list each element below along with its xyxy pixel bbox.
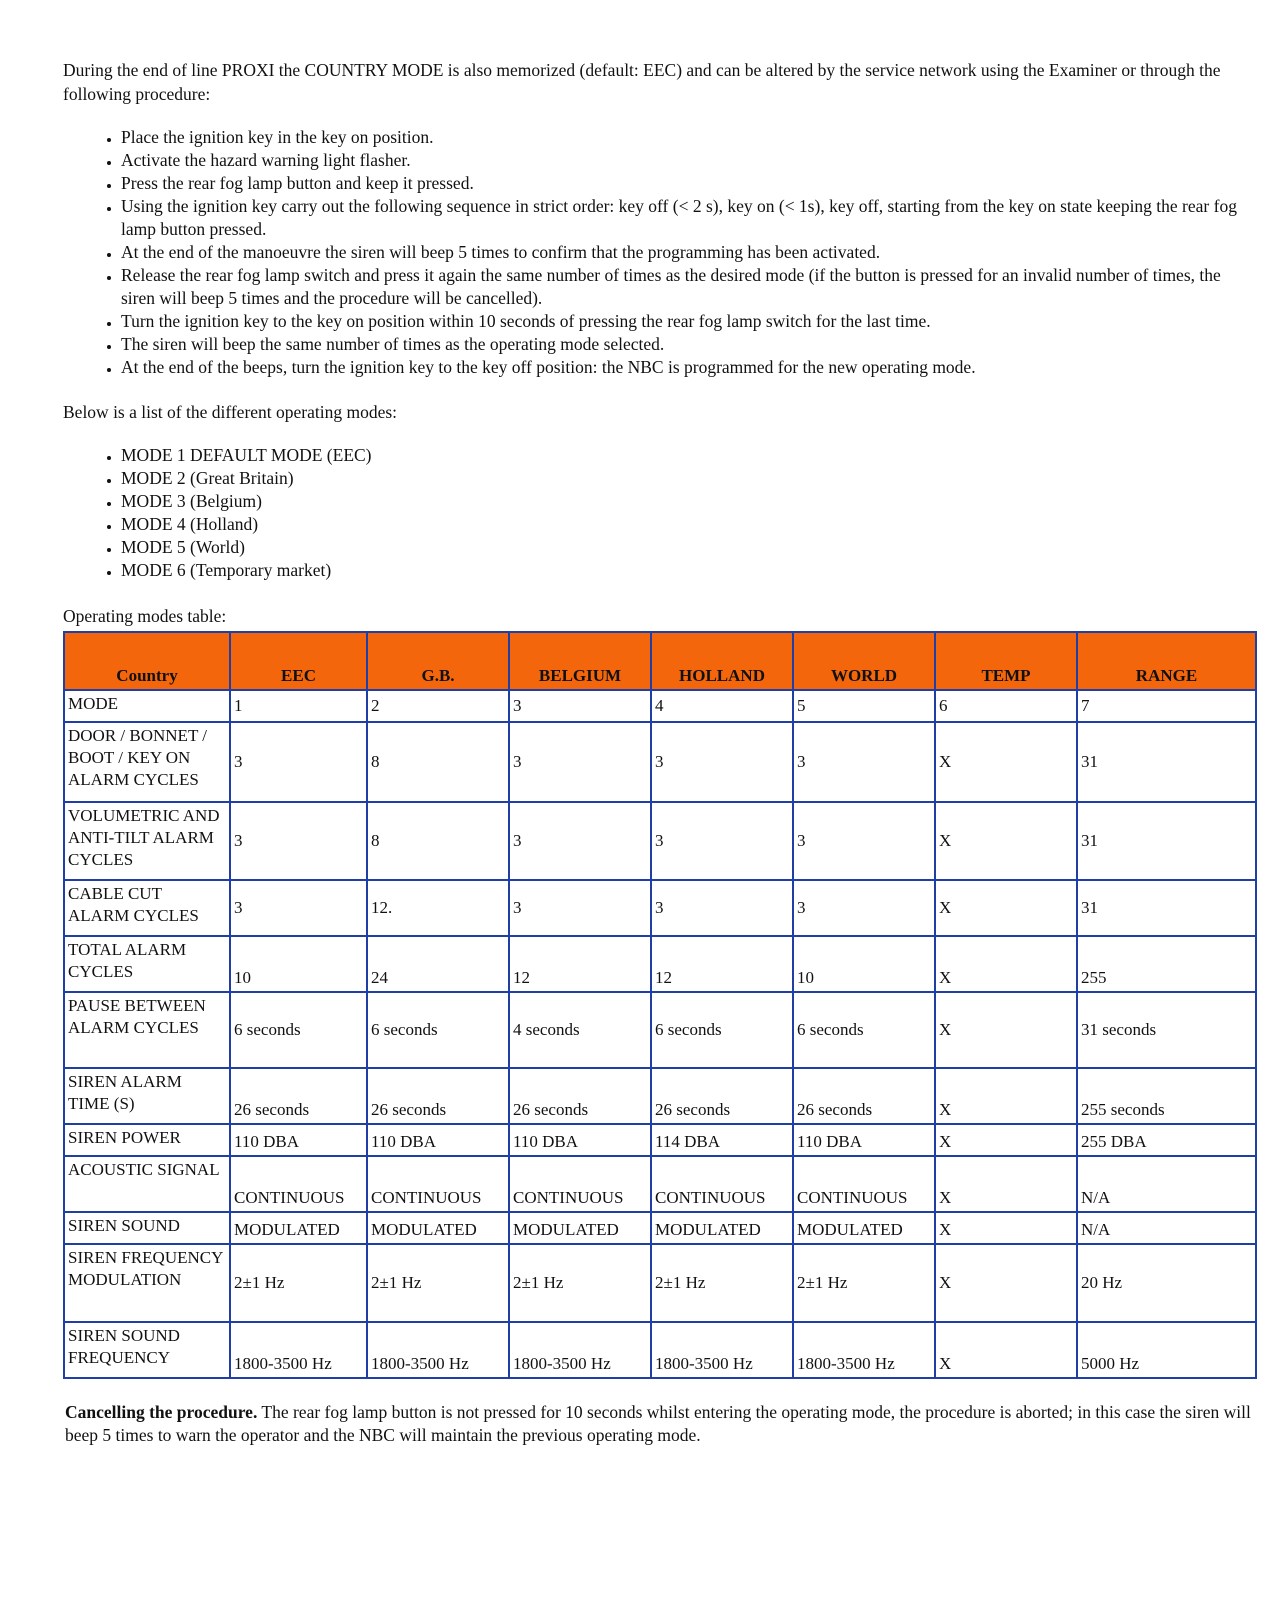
procedure-step: • Turn the ignition key to the key on position within 10 seconds of pressing the rear fog lamp switch for the last time. [121, 310, 1253, 333]
value-cell: 110 DBA [509, 1124, 651, 1156]
value-cell: X [935, 802, 1077, 880]
row-label-cell: SIREN SOUND [64, 1212, 230, 1244]
value-cell: 3 [509, 722, 651, 802]
value-cell: 1800-3500 Hz [509, 1322, 651, 1378]
value-cell: 26 seconds [651, 1068, 793, 1124]
table-row [64, 1124, 1256, 1156]
procedure-step: • The siren will beep the same number of times as the operating mode selected. [121, 333, 1253, 356]
value-cell: MODULATED [509, 1212, 651, 1244]
table-caption: Operating modes table: [63, 606, 227, 626]
value-cell: 4 [651, 690, 793, 722]
value-cell: 3 [509, 880, 651, 936]
cancel-title: Cancelling the procedure. [65, 1402, 258, 1422]
value-cell: 26 seconds [793, 1068, 935, 1124]
value-cell: 2±1 Hz [230, 1244, 367, 1322]
value-cell: 5000 Hz [1077, 1322, 1256, 1378]
row-label-cell: SIREN POWER [64, 1124, 230, 1156]
table-body [64, 690, 1256, 1378]
row-label-cell: SIREN SOUND FREQUENCY [64, 1322, 230, 1378]
value-cell: 2±1 Hz [651, 1244, 793, 1322]
row-label-cell: PAUSE BETWEEN ALARM CYCLES [64, 992, 230, 1068]
value-cell: X [935, 1244, 1077, 1322]
header-cell: WORLD [793, 632, 935, 690]
value-cell: 26 seconds [509, 1068, 651, 1124]
header-cell: BELGIUM [509, 632, 651, 690]
value-cell: 2±1 Hz [367, 1244, 509, 1322]
table-row [64, 992, 1256, 1068]
modes-intro: Below is a list of the different operating modes: [63, 402, 398, 422]
value-cell: 8 [367, 802, 509, 880]
value-cell: 1800-3500 Hz [793, 1322, 935, 1378]
header-cell: EEC [230, 632, 367, 690]
table-row [64, 802, 1256, 880]
header-cell: HOLLAND [651, 632, 793, 690]
row-label-cell: ACOUSTIC SIGNAL [64, 1156, 230, 1212]
value-cell: X [935, 992, 1077, 1068]
value-cell: X [935, 1156, 1077, 1212]
value-cell: 3 [230, 802, 367, 880]
value-cell: X [935, 880, 1077, 936]
value-cell: 255 [1077, 936, 1256, 992]
value-cell: 3 [793, 802, 935, 880]
value-cell: 31 [1077, 722, 1256, 802]
mode-item: • MODE 6 (Temporary market) [121, 559, 1253, 582]
row-label-cell: VOLUMETRIC AND ANTI-TILT ALARM CYCLES [64, 802, 230, 880]
operating-modes-table [63, 631, 1257, 1379]
value-cell: 2 [367, 690, 509, 722]
value-cell: MODULATED [793, 1212, 935, 1244]
value-cell: 3 [230, 880, 367, 936]
value-cell: CONTINUOUS [230, 1156, 367, 1212]
value-cell: 6 seconds [230, 992, 367, 1068]
row-label-cell: TOTAL ALARM CYCLES [64, 936, 230, 992]
value-cell: 10 [793, 936, 935, 992]
value-cell: 6 [935, 690, 1077, 722]
table-header-row [64, 632, 1256, 690]
procedure-step: • Release the rear fog lamp switch and press it again the same number of times as the desired mode (if the button is pressed for an invalid number of times, the siren will beep 5 times and the procedure will be cancelled). [121, 264, 1253, 310]
value-cell: 114 DBA [651, 1124, 793, 1156]
value-cell: 12. [367, 880, 509, 936]
value-cell: 20 Hz [1077, 1244, 1256, 1322]
value-cell: 1800-3500 Hz [651, 1322, 793, 1378]
value-cell: 3 [793, 880, 935, 936]
value-cell: CONTINUOUS [367, 1156, 509, 1212]
value-cell: 7 [1077, 690, 1256, 722]
value-cell: 24 [367, 936, 509, 992]
table-row [64, 1322, 1256, 1378]
row-label-cell: DOOR / BONNET / BOOT / KEY ON ALARM CYCLES [64, 722, 230, 802]
table-row [64, 936, 1256, 992]
value-cell: 12 [651, 936, 793, 992]
procedure-step: • At the end of the beeps, turn the ignition key to the key off position: the NBC is programmed for the new operating mode. [121, 356, 1253, 379]
value-cell: CONTINUOUS [509, 1156, 651, 1212]
mode-item: • MODE 1 DEFAULT MODE (EEC) [121, 444, 1253, 467]
procedure-steps-list [63, 126, 1253, 379]
value-cell: 110 DBA [367, 1124, 509, 1156]
value-cell: 8 [367, 722, 509, 802]
value-cell: 6 seconds [651, 992, 793, 1068]
row-label-cell: MODE [64, 690, 230, 722]
value-cell: 3 [651, 722, 793, 802]
row-label-cell: SIREN ALARM TIME (S) [64, 1068, 230, 1124]
procedure-step: • At the end of the manoeuvre the siren will beep 5 times to confirm that the programming has been activated. [121, 241, 1253, 264]
value-cell: 26 seconds [367, 1068, 509, 1124]
mode-item: • MODE 2 (Great Britain) [121, 467, 1253, 490]
value-cell: 2±1 Hz [793, 1244, 935, 1322]
value-cell: CONTINUOUS [651, 1156, 793, 1212]
table-row [64, 1212, 1256, 1244]
header-cell: Country [64, 632, 230, 690]
value-cell: 31 seconds [1077, 992, 1256, 1068]
modes-list [63, 444, 1253, 582]
document-page [63, 58, 1253, 1447]
header-cell: TEMP [935, 632, 1077, 690]
value-cell: 110 DBA [793, 1124, 935, 1156]
mode-item: • MODE 3 (Belgium) [121, 490, 1253, 513]
value-cell: 12 [509, 936, 651, 992]
value-cell: X [935, 1212, 1077, 1244]
table-row [64, 722, 1256, 802]
value-cell: 2±1 Hz [509, 1244, 651, 1322]
value-cell: 6 seconds [367, 992, 509, 1068]
table-row [64, 690, 1256, 722]
value-cell: 10 [230, 936, 367, 992]
value-cell: X [935, 1068, 1077, 1124]
value-cell: 1 [230, 690, 367, 722]
value-cell: X [935, 1124, 1077, 1156]
procedure-step: • Using the ignition key carry out the following sequence in strict order: key off (< 2 s), key on (< 1s), key off, starting from the key on state keeping the rear fog lamp button pressed. [121, 195, 1253, 241]
value-cell: 3 [651, 802, 793, 880]
value-cell: 6 seconds [793, 992, 935, 1068]
row-label-cell: CABLE CUT ALARM CYCLES [64, 880, 230, 936]
value-cell: N/A [1077, 1212, 1256, 1244]
value-cell: MODULATED [230, 1212, 367, 1244]
mode-item: • MODE 5 (World) [121, 536, 1253, 559]
value-cell: X [935, 936, 1077, 992]
value-cell: 4 seconds [509, 992, 651, 1068]
procedure-step: • Place the ignition key in the key on position. [121, 126, 1253, 149]
header-cell: RANGE [1077, 632, 1256, 690]
value-cell: 1800-3500 Hz [230, 1322, 367, 1378]
value-cell: 31 [1077, 802, 1256, 880]
row-label-cell: SIREN FREQUENCY MODULATION [64, 1244, 230, 1322]
value-cell: X [935, 1322, 1077, 1378]
value-cell: 26 seconds [230, 1068, 367, 1124]
value-cell: 3 [793, 722, 935, 802]
table-row [64, 1068, 1256, 1124]
value-cell: MODULATED [367, 1212, 509, 1244]
header-cell: G.B. [367, 632, 509, 690]
value-cell: 3 [509, 690, 651, 722]
value-cell: X [935, 722, 1077, 802]
value-cell: MODULATED [651, 1212, 793, 1244]
value-cell: 3 [651, 880, 793, 936]
value-cell: 5 [793, 690, 935, 722]
mode-item: • MODE 4 (Holland) [121, 513, 1253, 536]
value-cell: 3 [230, 722, 367, 802]
value-cell: 255 seconds [1077, 1068, 1256, 1124]
table-row [64, 1244, 1256, 1322]
table-row [64, 880, 1256, 936]
intro-paragraph: During the end of line PROXI the COUNTRY MODE is also memorized (default: EEC) and can be altered by the service network using the Examiner or through the following procedure: [63, 60, 1221, 104]
cancel-paragraph [65, 1401, 1253, 1447]
value-cell: N/A [1077, 1156, 1256, 1212]
procedure-step: • Press the rear fog lamp button and keep it pressed. [121, 172, 1253, 195]
procedure-step: • Activate the hazard warning light flasher. [121, 149, 1253, 172]
table-row [64, 1156, 1256, 1212]
value-cell: 255 DBA [1077, 1124, 1256, 1156]
value-cell: CONTINUOUS [793, 1156, 935, 1212]
value-cell: 1800-3500 Hz [367, 1322, 509, 1378]
cancel-text: The rear fog lamp button is not pressed for 10 seconds whilst entering the operating mode, the procedure is aborted; in this case the siren will beep 5 times to warn the operator and the NBC will maintain the previous operating mode. [65, 1402, 1251, 1445]
value-cell: 31 [1077, 880, 1256, 936]
value-cell: 110 DBA [230, 1124, 367, 1156]
value-cell: 3 [509, 802, 651, 880]
